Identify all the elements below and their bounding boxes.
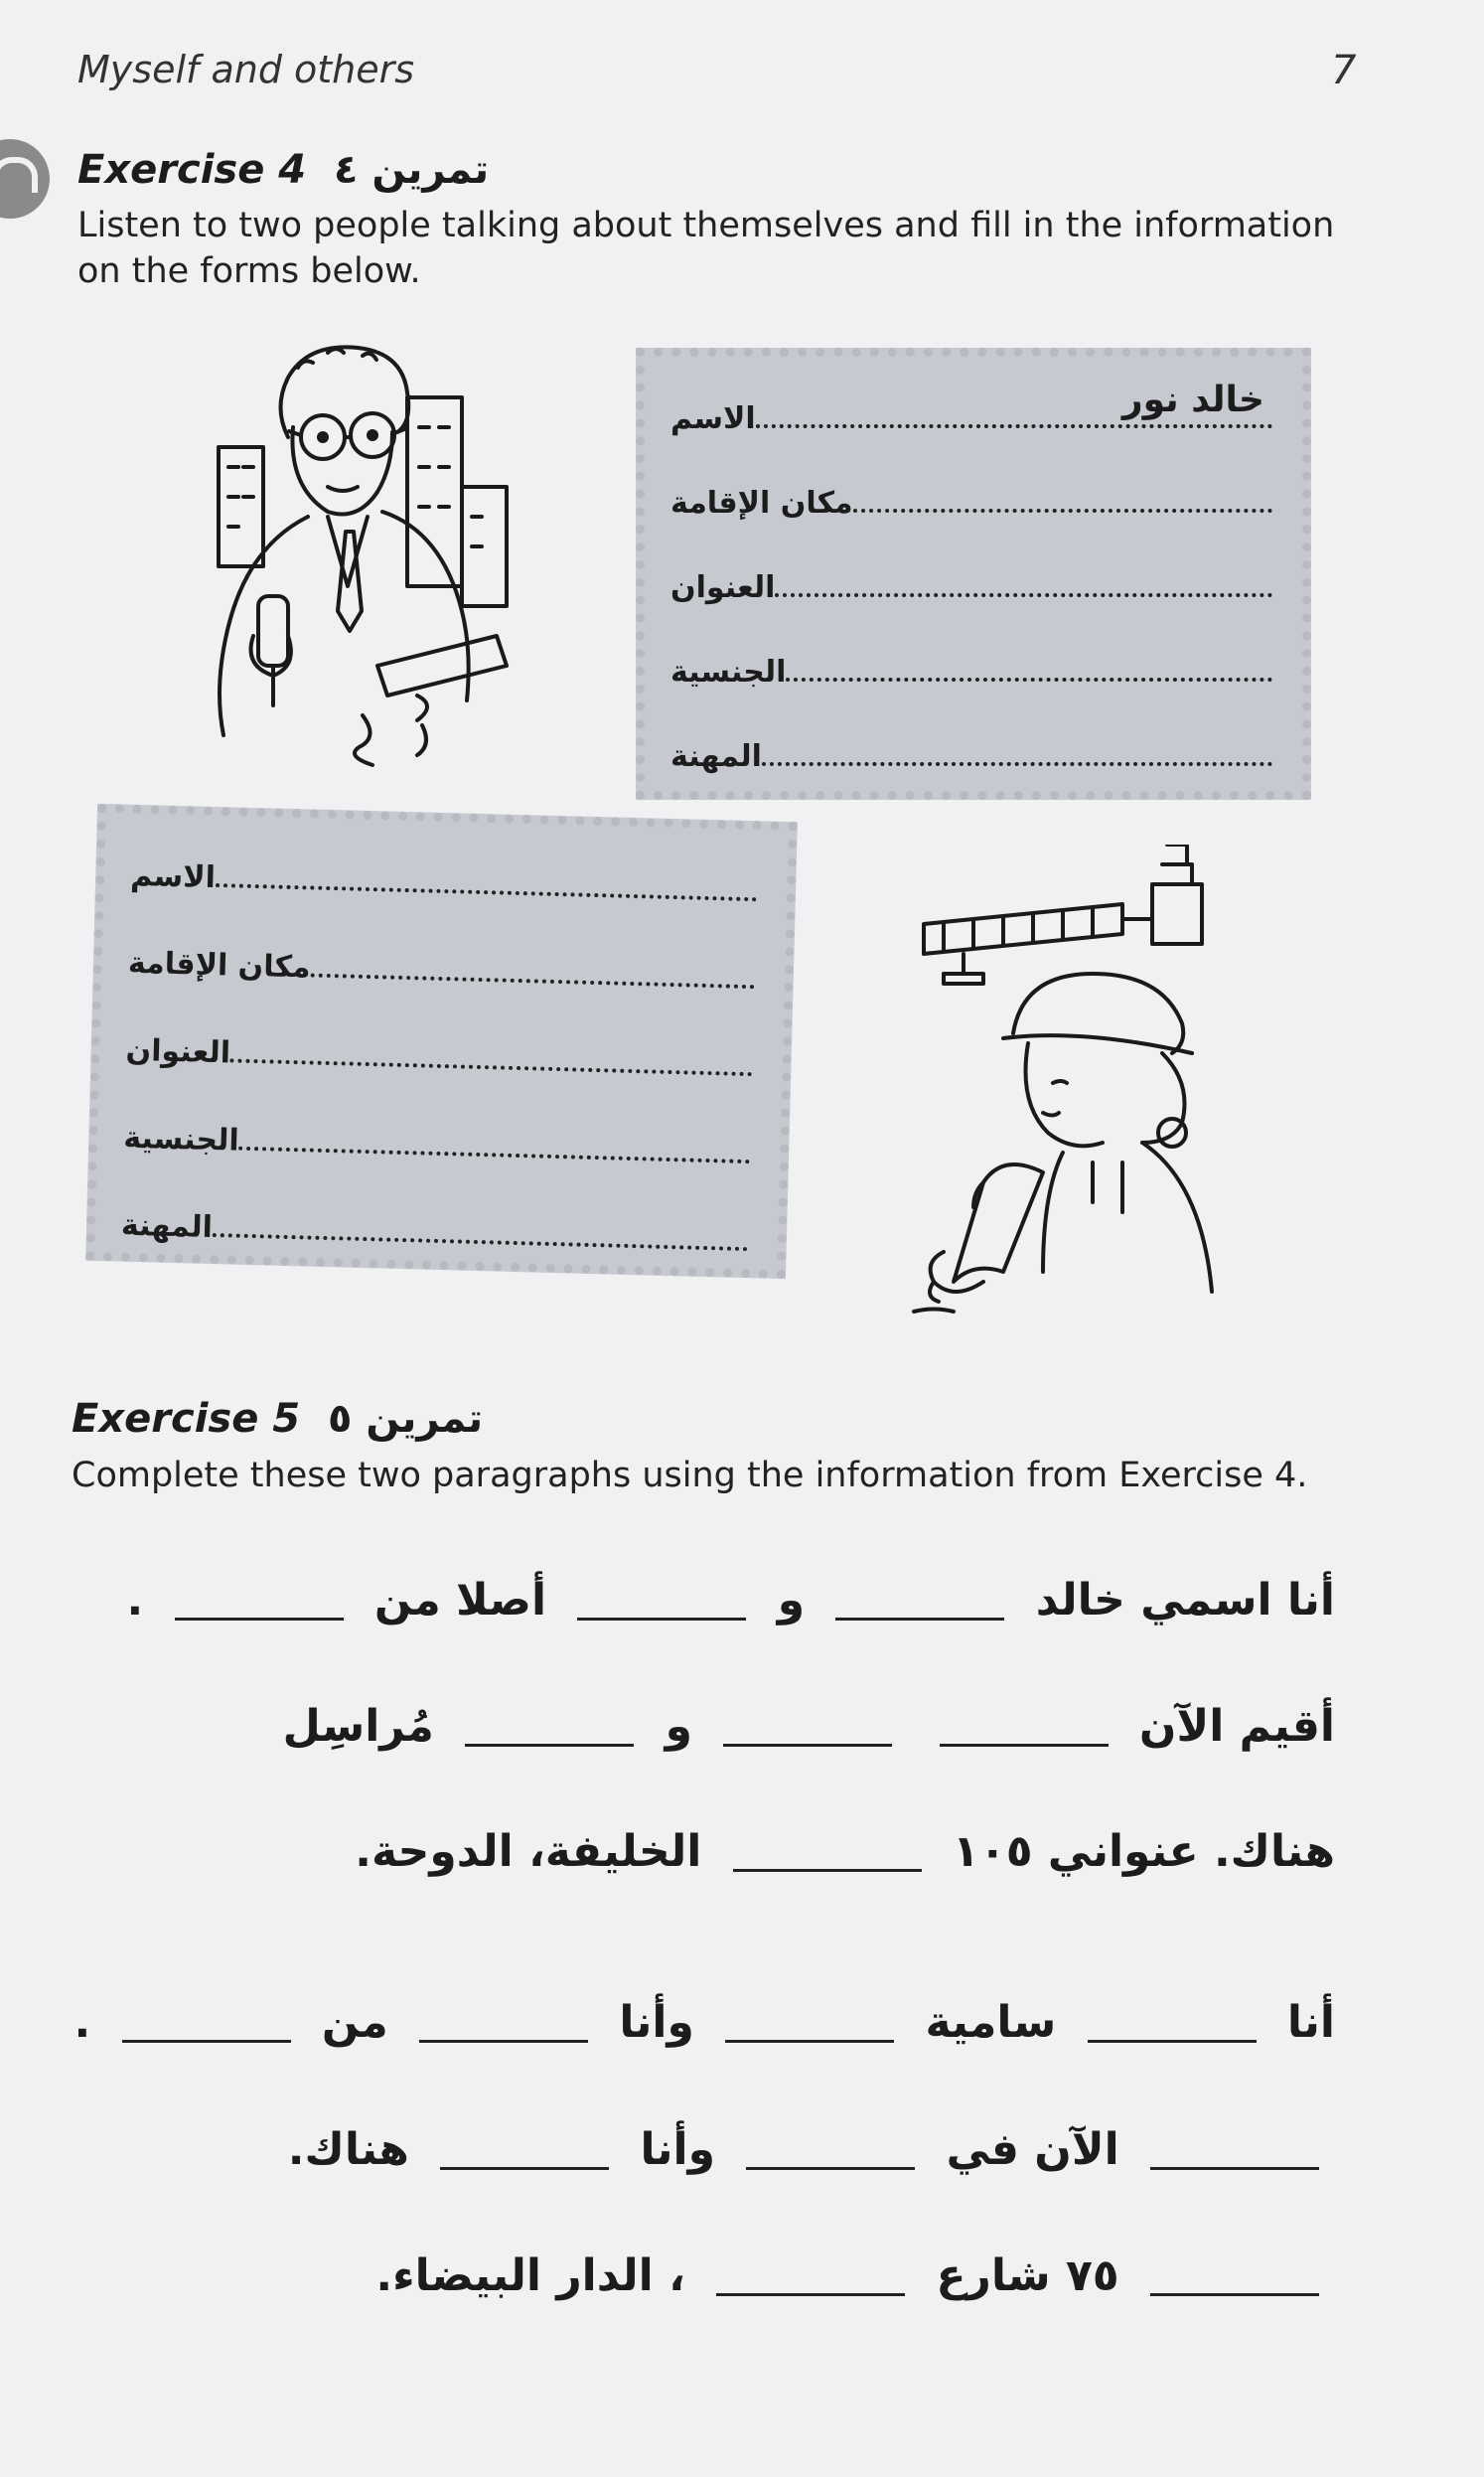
- form1-profession-label: المهنة: [670, 739, 762, 774]
- exercise-5-label: Exercise 5: [72, 1396, 301, 1442]
- form2-profession-row: [115, 1182, 749, 1259]
- form1-nationality-label: الجنسية: [670, 655, 787, 690]
- form1-residence-label: مكان الإقامة: [670, 486, 853, 521]
- form1-nationality-row: [665, 630, 1272, 690]
- form2-address-row: [119, 1008, 753, 1085]
- p2-l3-text-2: ، الدار البيضاء.: [375, 2250, 685, 2301]
- paragraph-2-line-3: [375, 2250, 1335, 2301]
- form2-address-field[interactable]: [230, 1058, 752, 1076]
- paragraph-2-line-2: [288, 2124, 1335, 2175]
- exercise-4-label: Exercise 4: [77, 147, 307, 193]
- p2-l2-blank-2[interactable]: [746, 2167, 915, 2170]
- form1-residence-field[interactable]: [853, 509, 1272, 513]
- p1-l3-text-1: هناك. عنواني ١٠٥: [953, 1826, 1335, 1877]
- form1-name-label: الاسم: [670, 401, 756, 436]
- p1-l1-text-1: أنا اسمي خالد: [1035, 1575, 1335, 1626]
- p1-l1-text-4: .: [126, 1575, 144, 1626]
- p2-l1-text-5: .: [74, 1997, 91, 2048]
- form1-name-row: [665, 377, 1272, 436]
- p2-l1-blank-2[interactable]: [725, 2040, 894, 2043]
- form2-residence-label: مكان الإقامة: [127, 945, 311, 986]
- p1-l2-text-2: و: [665, 1701, 692, 1752]
- exercise-5-arabic-label: تمرين ٥: [328, 1396, 484, 1442]
- p1-l2-blank-3[interactable]: [465, 1744, 634, 1747]
- form1-address-row: [665, 545, 1272, 605]
- exercise-5-title: [72, 1396, 483, 1442]
- form2-profession-field[interactable]: [213, 1233, 748, 1251]
- p2-l1-text-4: من: [321, 1997, 388, 2048]
- form1-profession-row: [665, 714, 1272, 774]
- headphones-icon: [0, 139, 50, 219]
- p2-l2-text-1: الآن في: [946, 2124, 1119, 2175]
- p2-l1-blank-3[interactable]: [419, 2040, 588, 2043]
- p2-l1-text-2: سامية: [925, 1997, 1057, 2048]
- p2-l1-text-1: أنا: [1286, 1997, 1335, 2048]
- form1-name-field[interactable]: [756, 380, 1272, 428]
- form2-residence-field[interactable]: [310, 974, 754, 990]
- form1-residence-row: [665, 461, 1272, 521]
- form1-address-field[interactable]: [775, 593, 1272, 597]
- p1-l2-blank-2[interactable]: [723, 1744, 892, 1747]
- p2-l2-text-3: هناك.: [287, 2124, 409, 2175]
- p2-l2-blank-3[interactable]: [440, 2167, 609, 2170]
- running-head: Myself and others: [77, 48, 415, 91]
- p1-l1-blank-3[interactable]: [175, 1618, 344, 1621]
- page-number: 7: [1331, 48, 1357, 93]
- p1-l1-text-2: و: [777, 1575, 806, 1626]
- exercise-4-title: [77, 147, 489, 193]
- form2-profession-label: المهنة: [120, 1207, 214, 1246]
- p1-l1-blank-2[interactable]: [577, 1618, 746, 1621]
- p2-l3-blank-2[interactable]: [716, 2293, 905, 2296]
- form1-profession-field[interactable]: [762, 762, 1272, 766]
- form2-name-label: الاسم: [129, 857, 217, 895]
- p2-l3-text-1: ٧٥ شارع: [936, 2250, 1119, 2301]
- paragraph-1-line-1: [126, 1575, 1335, 1626]
- p2-l1-blank-4[interactable]: [122, 2040, 291, 2043]
- form1-name-value: خالد نور: [1121, 380, 1264, 420]
- p1-l3-blank-1[interactable]: [733, 1869, 922, 1872]
- p2-l1-blank-1[interactable]: [1088, 2040, 1257, 2043]
- p1-l2-blank-1[interactable]: [940, 1744, 1109, 1747]
- engineer-illustration: [864, 845, 1321, 1321]
- form2-nationality-row: [117, 1096, 751, 1172]
- p1-l2-text-1: أقيم الآن: [1138, 1701, 1335, 1752]
- paragraph-1-line-2: [283, 1701, 1335, 1752]
- p2-l1-text-3: وأنا: [619, 1997, 694, 2048]
- form-samia: [85, 804, 798, 1279]
- p1-l2-text-3: مُراسِل: [282, 1701, 434, 1752]
- p1-l3-text-2: الخليفة، الدوحة.: [355, 1826, 702, 1877]
- exercise-4-arabic-label: تمرين ٤: [334, 147, 490, 193]
- p1-l1-text-3: أصلا من: [373, 1575, 547, 1626]
- p2-l2-text-2: وأنا: [640, 2124, 715, 2175]
- exercise-4-instruction: Listen to two people talking about themselves and fill in the information on the forms below.: [77, 206, 1335, 291]
- form2-nationality-field[interactable]: [238, 1147, 750, 1163]
- paragraph-1-line-3: [355, 1826, 1335, 1877]
- journalist-illustration: [189, 338, 546, 775]
- form1-nationality-field[interactable]: [786, 678, 1272, 682]
- exercise-5-instruction: Complete these two paragraphs using the information from Exercise 4.: [72, 1456, 1308, 1495]
- p2-l2-blank-1[interactable]: [1150, 2167, 1319, 2170]
- p2-l3-blank-1[interactable]: [1150, 2293, 1319, 2296]
- form-khaled: [636, 348, 1311, 800]
- form2-name-row: [124, 834, 758, 910]
- form2-name-field[interactable]: [216, 883, 757, 901]
- form2-residence-row: [121, 921, 755, 998]
- form1-address-label: العنوان: [670, 570, 776, 605]
- form2-address-label: العنوان: [125, 1032, 231, 1071]
- p1-l1-blank-1[interactable]: [835, 1618, 1004, 1621]
- paragraph-2-line-1: [74, 1997, 1335, 2048]
- form2-nationality-label: الجنسية: [122, 1120, 240, 1159]
